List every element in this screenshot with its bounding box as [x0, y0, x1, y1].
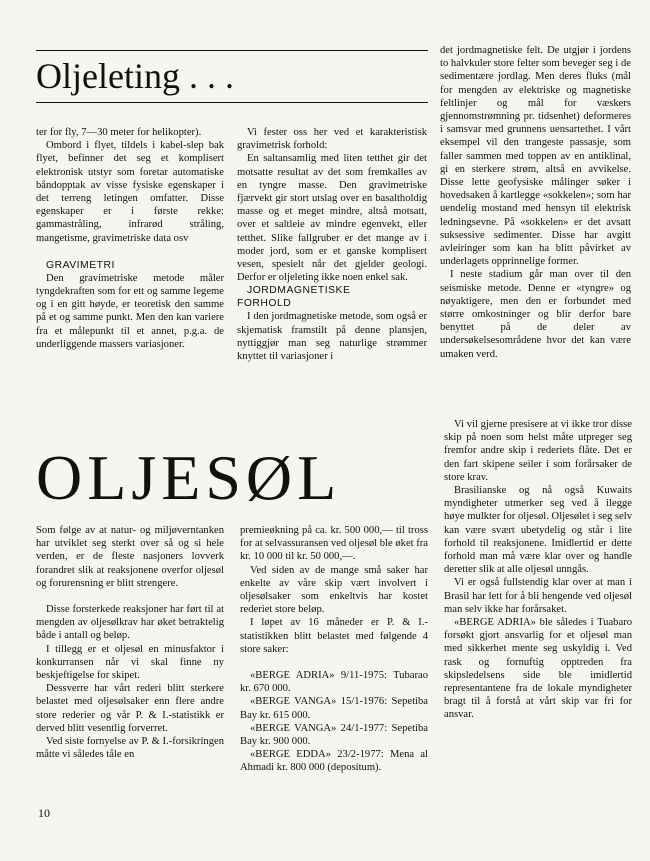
paragraph: I neste stadium går man over til den seismiske metode. Denne er «tyngre» og nøyaktigere, men den er forbundet med større omkostninger og blir derfor bare benyttet på de deler av undersøkelsesområdene hvor det kan være umaken verd.	[440, 269, 631, 360]
paragraph: Vi fester oss her ved et karakteristisk gravimetrisk forhold:	[237, 127, 427, 152]
paragraph: I tillegg er et oljesøl en minusfaktor i konkurransen når vi skal finne ny beskjeftigelse for skipet.	[36, 643, 224, 682]
paragraph: Som følge av at natur- og miljøverntanken har utviklet seg sterkt over så og si hele verden, er de fleste nasjoners lovverk forandret slik at reaksjonene overfor oljesøl og forurensning er blitt strengere.	[36, 525, 224, 589]
article2-column-2	[240, 524, 428, 775]
paragraph: Den gravimetriske metode måler tyngdekraften som for ett og samme legeme og i en gitt høyde, er teoretisk den samme på et og samme punkt. Men den kan variere fra et målepunkt til et annet, p.g.a. de underliggende massers variasjoner.	[36, 272, 224, 350]
paragraph: ter for fly, 7—30 meter for helikopter).	[36, 127, 202, 138]
section-heading-gravimetri: GRAVIMETRI	[46, 259, 115, 271]
spacer	[36, 590, 224, 603]
article-title-oljesol: OLJESØL	[36, 442, 342, 513]
spacer	[240, 656, 428, 669]
article-title-oljeleting: Oljeleting . . .	[36, 56, 234, 96]
paragraph: I løpet av 16 måneder er P. & I.-statistikken blitt belastet med følgende 4 store saker:	[240, 617, 428, 655]
article1-column-3	[440, 44, 631, 361]
paragraph: I den jordmagnetiske metode, som også er skjematisk framstilt på denne plansjen, nyttiggjør man seg naturlige strømmer knyttet til variasjoner i	[237, 311, 427, 363]
paragraph: Brasilianske og nå også Kuwaits myndigheter utmerker seg ved å ilegge høye mulkter for oljesøl. Oljesølet i seg selv kan være svært ubetydelig og står i lite forhold til reaksjonene. Imidlertid er dette forhold man må være klar over og handle deretter slik at alle oljesøl unngås.	[444, 485, 632, 576]
paragraph: En saltansamlig med liten tetthet gir det motsatte resultat av det som fremkalles av en tyngre masse. Den gravimetriske fjærvekt gir stort utslag over en basaltholdig masse og et meget mindre, altså motsatt, over et saltleie av mindre egenvekt, eller tetthet. Slike fallgruber er det mange av i moder jord, som er et ganske komplisert vesen, spesielt når det gjelder geologi. Derfor er oljeleting ikke noen enkel sak.	[237, 153, 427, 284]
ship-case-item: «BERGE ADRIA» 9/11-1975: Tubarao kr. 670 000.	[240, 670, 428, 695]
section-heading-jordmagnetiske: JORDMAGNETISKE FORHOLD	[237, 285, 351, 310]
paragraph: Vi er også fullstendig klar over at man i Brasil har lett for å bli hengende ved oljesøl man selv ikke har forårsaket.	[444, 577, 632, 615]
paragraph: Vi vil gjerne presisere at vi ikke tror disse skip på noen som helst måte utpreger seg fremfor andre skip i rederiets flåte. Det er den fart skipene seiler i som forårsaker de store krav.	[444, 419, 632, 483]
article1-column-1	[36, 126, 224, 351]
paragraph: «BERGE ADRIA» ble således i Tuabaro forsøkt gjort ansvarlig for et oljesøl man med sikkerhet mente seg uskyldig i. Ved rask og fornuftig opptreden fra skipsledelsens side ble imidlertid representantene fra de lokale myndigheter bragt til å forstå at vårt skip var fri for ansvar.	[444, 617, 632, 721]
ship-case-item: «BERGE VANGA» 15/1-1976: Sepetiba Bay kr. 615 000.	[240, 696, 428, 721]
ship-case-item: «BERGE VANGA» 24/1-1977: Sepetiba Bay kr. 900 000.	[240, 722, 428, 748]
ship-case-item: «BERGE EDDA» 23/2-1977: Mena al Ahmadi kr. 800 000 (deposítum).	[240, 749, 428, 774]
article2-column-1	[36, 524, 224, 761]
article1-column-2	[237, 126, 427, 363]
title-rule-top	[36, 50, 428, 51]
paragraph: Ved siden av de mange små saker har enkelte av våre skip vært involvert i oljesølsaker som enkeltvis har kostet rederiet store beløp.	[240, 564, 428, 616]
paragraph: Disse forsterkede reaksjoner har ført til at mengden av oljesølkrav har øket betraktelig både i antall og beløp.	[36, 604, 224, 642]
article2-column-3	[444, 418, 632, 722]
paragraph: Ombord i flyet, tildels i kabel-slep bak flyet, befinner det seg et komplisert elektronisk utstyr som foretar automatiske båndopptak av visse fysiske egenskaper i det terreng letingen omfatter. Disse egenskaper er i første rekke: gammastråling, infrarød stråling, mangetisme, gravimetriske data osv	[36, 140, 224, 244]
title-rule-bottom	[36, 102, 428, 103]
paragraph: Ved siste fornyelse av P. & I.-forsikringen måtte vi således tåle en	[36, 736, 224, 761]
paragraph: Dessverre har vårt rederi blitt sterkere belastet med oljesølsaker enn flere andre store rederier og vår P. & I.-statistikk er derved blitt vesentlig forverret.	[36, 683, 224, 734]
paragraph: premieøkning på ca. kr. 500 000,— til tross for at selvassuransen ved oljesøl ble øket fra kr. 10 000 til kr. 50 000,—.	[240, 525, 428, 563]
paragraph: det jordmagnetiske felt. De utgjør i jordens to halvkuler store felter som beveger seg i de sedimentære jordlag. Men deres fluks (mål for mengden av elektriske og magnetiske feltlinjer og mål for væskers gjennomstrømning pr. tidsenhet) deformeres i samsvar med grunnens uensartethet. I vårt eksempel vil den trangeste passasje, som faller sammen med toppen av en antiklinal, gi en sterkere strøm, altså en avvikelse. Disse lette geofysiske målinger søker i hovedsaken å kartlegge «sokkelen»; som har uendelig mostand med hensyn til elektrisk ledningsevne. På «sokkelen» er det avsatt suksessive sedimenter. Disse har avgitt avleiringer som kan ha blitt påvirket av underlagets opprinnelige former.	[440, 45, 631, 268]
page-number: 10	[38, 806, 50, 820]
